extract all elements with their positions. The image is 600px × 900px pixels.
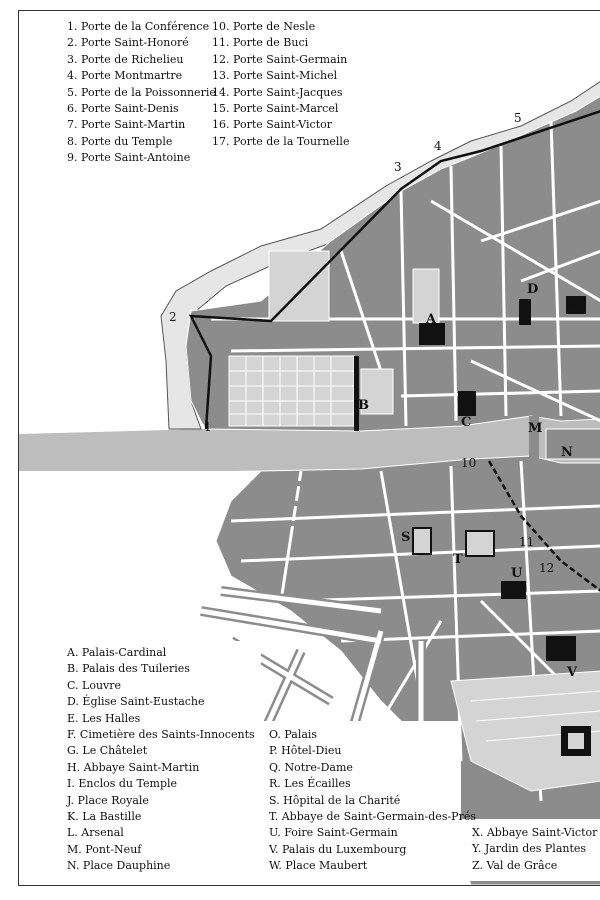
- place-legend-item: Y. Jardin des Plantes: [472, 842, 587, 856]
- place-V-label: V: [567, 665, 578, 680]
- place-T-label: T: [453, 552, 463, 567]
- place-legend-item: M. Pont-Neuf: [67, 842, 142, 856]
- place-B-label: B: [358, 398, 369, 413]
- place-legend-item: L. Arsenal: [67, 826, 124, 840]
- gates-legend-col1: [67, 19, 216, 167]
- place-legend-item: P. Hôtel-Dieu: [269, 744, 342, 758]
- place-legend-item: K. La Bastille: [67, 810, 142, 824]
- place-N-label: N: [561, 445, 573, 460]
- gate-legend-item: 11. Porte de Buci: [212, 36, 309, 50]
- place-legend-item: W. Place Maubert: [269, 859, 368, 873]
- place-legend-item: A. Palais-Cardinal: [67, 646, 167, 659]
- place-U-label: U: [511, 566, 523, 581]
- gate-legend-item: 2. Porte Saint-Honoré: [67, 36, 189, 50]
- hopital-charite: [413, 528, 431, 554]
- place-legend-item: H. Abbaye Saint-Martin: [67, 760, 200, 774]
- gate-legend-item: 3. Porte de Richelieu: [67, 52, 184, 66]
- place-legend-item: Z. Val de Grâce: [472, 858, 558, 872]
- place-legend-item: V. Palais du Luxembourg: [269, 842, 407, 856]
- place-legend-item: D. Église Saint-Eustache: [67, 695, 205, 709]
- places-legend-col3: [472, 825, 597, 874]
- place-legend-item: F. Cimetière des Saints-Innocents: [67, 728, 255, 742]
- place-E-label: E: [567, 296, 577, 311]
- place-legend-item: U. Foire Saint-Germain: [269, 826, 398, 840]
- louvre: [458, 391, 476, 416]
- place-legend-item: E. Les Halles: [67, 711, 141, 725]
- gate-3-label: 3: [394, 160, 402, 174]
- place-D-label: D: [527, 282, 539, 297]
- place-legend-item: C. Louvre: [67, 678, 122, 692]
- places-legend-col2: [269, 727, 476, 875]
- place-legend-item: S. Hôpital de la Charité: [269, 793, 401, 807]
- gate-legend-item: 16. Porte Saint-Victor: [212, 118, 333, 132]
- place-legend-item: R. Les Écailles: [269, 777, 351, 791]
- place-legend-item: T. Abbaye de Saint-Germain-des-Prés: [269, 810, 476, 824]
- foire-saint-germain: [501, 581, 526, 599]
- map-frame: [18, 10, 600, 886]
- place-legend-item: B. Palais des Tuileries: [67, 662, 190, 676]
- gate-legend-item: 17. Porte de la Tournelle: [212, 134, 350, 148]
- gate-legend-item: 7. Porte Saint-Martin: [67, 118, 186, 132]
- place-legend-item: G. Le Châtelet: [67, 744, 148, 758]
- place-legend-item: O. Palais: [269, 728, 318, 741]
- gate-10-label: 10: [461, 456, 477, 470]
- place-A-label: A: [426, 312, 437, 327]
- place-legend-item: I. Enclos du Temple: [67, 777, 178, 791]
- gate-5-label: 5: [514, 111, 522, 125]
- gate-legend-item: 12. Porte Saint-Germain: [212, 52, 348, 66]
- place-legend-item: X. Abbaye Saint-Victor: [472, 826, 598, 839]
- gate-11-label: 11: [519, 535, 535, 549]
- gate-legend-item: 13. Porte Saint-Michel: [212, 69, 338, 83]
- saint-eustache: [519, 299, 531, 325]
- gate-legend-item: 14. Porte Saint-Jacques: [212, 85, 343, 99]
- place-legend-item: J. Place Royale: [67, 793, 149, 807]
- gate-1-label: 1: [204, 420, 212, 434]
- tuileries-gardens: [229, 356, 354, 426]
- ile-de-la-cite: [546, 429, 600, 459]
- place-legend-item: Q. Notre-Dame: [269, 760, 353, 774]
- place-S-label: S: [401, 530, 411, 545]
- gate-legend-item: 15. Porte Saint-Marcel: [212, 102, 339, 116]
- place-M-label: M: [528, 421, 543, 436]
- gate-legend-item: 4. Porte Montmartre: [67, 69, 183, 83]
- gate-legend-item: 6. Porte Saint-Denis: [67, 102, 179, 116]
- places-legend-col1: [67, 645, 255, 875]
- gate-legend-item: 8. Porte du Temple: [67, 134, 173, 148]
- place-C-label: C: [461, 415, 472, 430]
- garden-nw: [269, 251, 329, 321]
- abbaye-saint-germain: [466, 531, 494, 556]
- gate-legend-item: 1. Porte de la Conférence: [67, 20, 210, 33]
- place-legend-item: N. Place Dauphine: [67, 859, 171, 873]
- gates-legend-col2: [212, 19, 349, 150]
- luxembourg-palace: [546, 636, 576, 661]
- gate-4-label: 4: [434, 139, 442, 153]
- gate-legend-item: 5. Porte de la Poissonnerie: [67, 85, 216, 99]
- tuileries-palace: [354, 356, 359, 431]
- gate-12-label: 12: [539, 561, 555, 575]
- gate-legend-item: 10. Porte de Nesle: [212, 20, 316, 33]
- gate-legend-item: 9. Porte Saint-Antoine: [67, 151, 191, 165]
- gate-2-label: 2: [169, 310, 177, 324]
